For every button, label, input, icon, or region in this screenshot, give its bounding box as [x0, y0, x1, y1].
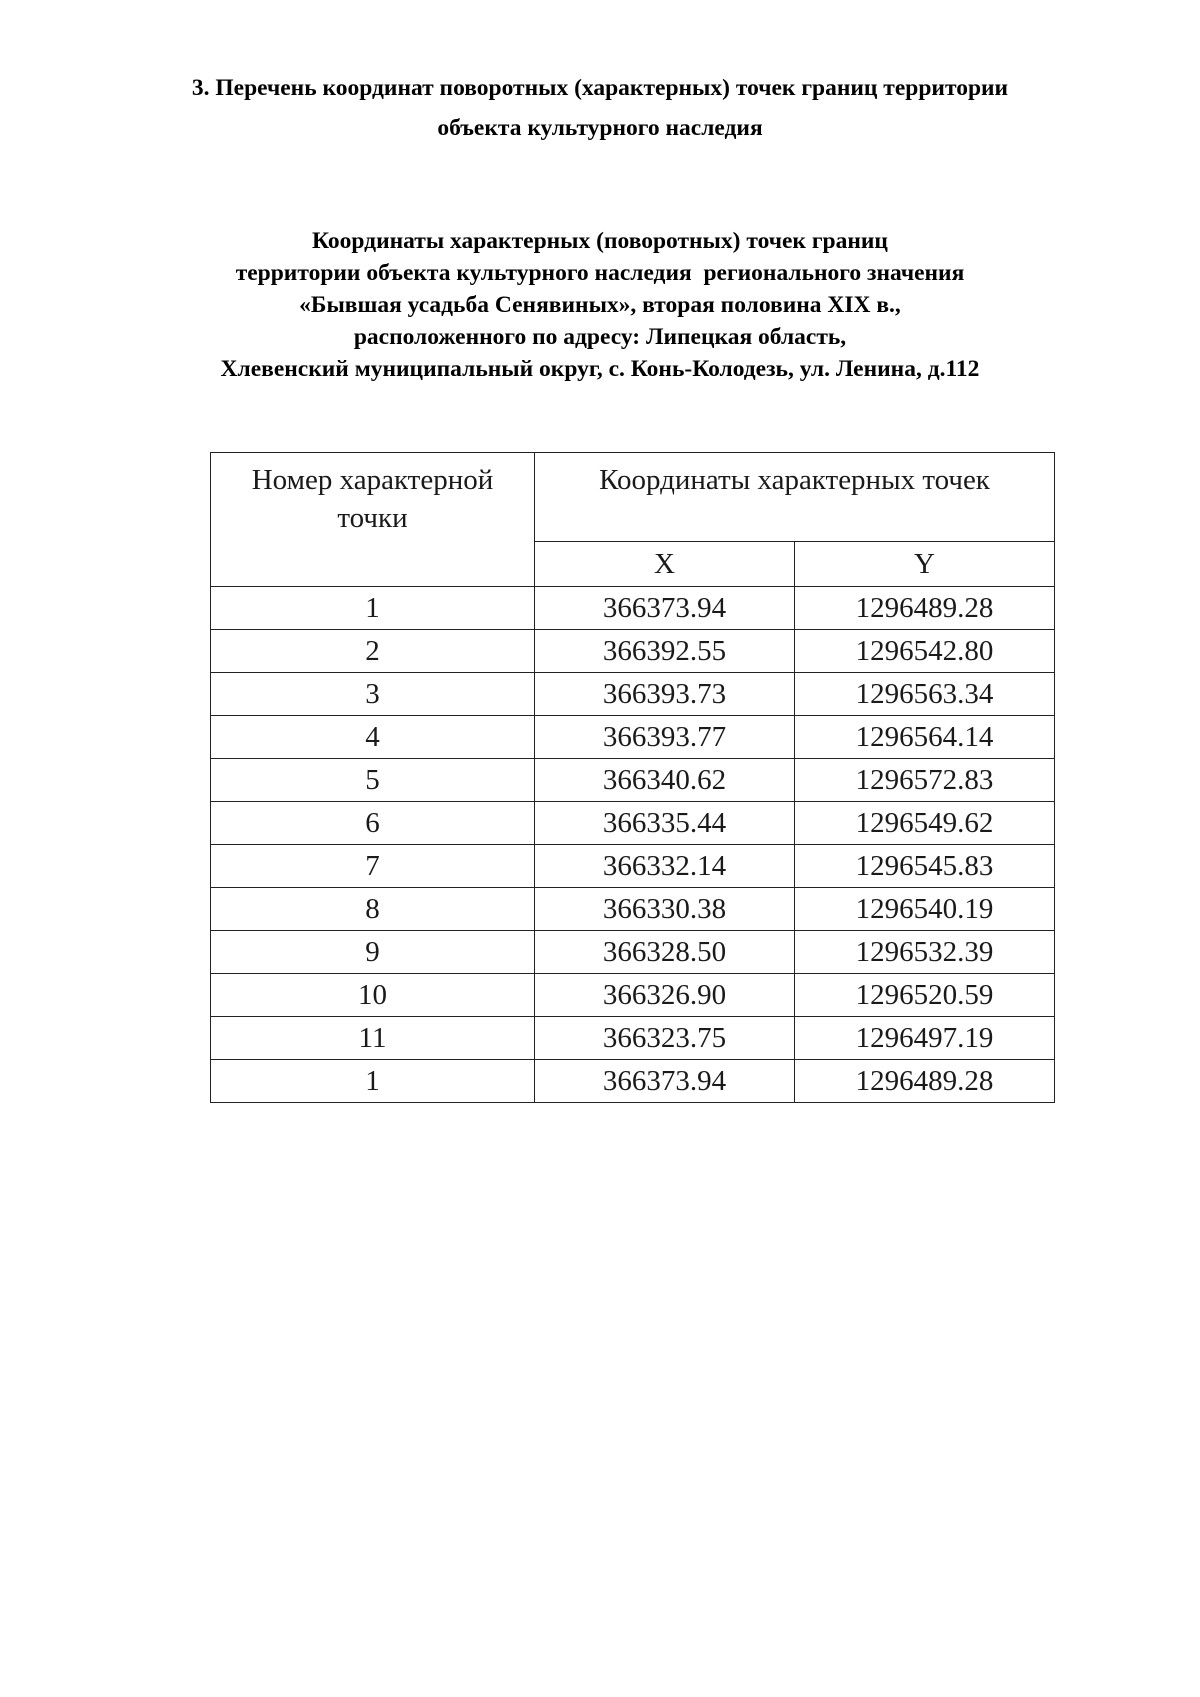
table-header — [211, 453, 1055, 587]
table-body — [211, 587, 1055, 1103]
table-row — [211, 845, 1055, 888]
table-caption-line-5: Хлевенский муниципальный округ, с. Конь-Колодезь, ул. Ленина, д.112 — [220, 356, 980, 382]
point-number-cell: 11 — [211, 1017, 535, 1060]
point-number-cell: 2 — [211, 630, 535, 673]
y-coordinate-cell: 1296540.19 — [795, 888, 1055, 931]
y-coordinate-cell: 1296542.80 — [795, 630, 1055, 673]
x-coordinate-cell: 366392.55 — [535, 630, 795, 673]
header-point-line-2: точки — [337, 502, 408, 534]
table-caption — [0, 225, 1200, 385]
point-number-cell: 1 — [211, 1060, 535, 1103]
point-number-cell: 8 — [211, 888, 535, 931]
point-number-cell: 9 — [211, 931, 535, 974]
y-coordinate-cell: 1296564.14 — [795, 716, 1055, 759]
table-row — [211, 759, 1055, 802]
x-coordinate-cell: 366332.14 — [535, 845, 795, 888]
table-row — [211, 1017, 1055, 1060]
point-number-cell: 7 — [211, 845, 535, 888]
point-number-cell: 1 — [211, 587, 535, 630]
point-number-cell: 4 — [211, 716, 535, 759]
point-number-cell: 5 — [211, 759, 535, 802]
y-coordinate-cell: 1296489.28 — [795, 587, 1055, 630]
table-row — [211, 630, 1055, 673]
table-row — [211, 716, 1055, 759]
y-coordinate-cell: 1296489.28 — [795, 1060, 1055, 1103]
x-coordinate-cell: 366328.50 — [535, 931, 795, 974]
table-row — [211, 974, 1055, 1017]
table-row — [211, 888, 1055, 931]
y-coordinate-cell: 1296545.83 — [795, 845, 1055, 888]
y-coordinate-cell: 1296549.62 — [795, 802, 1055, 845]
x-coordinate-cell: 366373.94 — [535, 587, 795, 630]
section-heading-line-2: объекта культурного наследия — [437, 115, 763, 141]
table-row — [211, 802, 1055, 845]
x-coordinate-cell: 366326.90 — [535, 974, 795, 1017]
x-coordinate-cell: 366335.44 — [535, 802, 795, 845]
header-y: Y — [795, 542, 1055, 587]
table-caption-line-2: территории объекта культурного наследия регионального значения — [235, 260, 965, 286]
table-row — [211, 1060, 1055, 1103]
header-coordinates: Координаты характерных точек — [535, 453, 1055, 542]
header-x: X — [535, 542, 795, 587]
x-coordinate-cell: 366323.75 — [535, 1017, 795, 1060]
point-number-cell: 6 — [211, 802, 535, 845]
table-row — [211, 931, 1055, 974]
table-row — [211, 673, 1055, 716]
table-caption-line-3: «Бывшая усадьба Сенявиных», вторая половина XIX в., — [299, 292, 901, 318]
section-heading-line-1: 3. Перечень координат поворотных (характерных) точек границ территории — [191, 75, 1009, 101]
section-heading — [0, 68, 1200, 148]
point-number-cell: 3 — [211, 673, 535, 716]
y-coordinate-cell: 1296497.19 — [795, 1017, 1055, 1060]
x-coordinate-cell: 366393.77 — [535, 716, 795, 759]
table-caption-line-1: Координаты характерных (поворотных) точек границ — [312, 228, 888, 254]
table-caption-line-4: расположенного по адресу: Липецкая область, — [353, 324, 847, 350]
x-coordinate-cell: 366340.62 — [535, 759, 795, 802]
table-row — [211, 587, 1055, 630]
y-coordinate-cell: 1296563.34 — [795, 673, 1055, 716]
point-number-cell: 10 — [211, 974, 535, 1017]
y-coordinate-cell: 1296572.83 — [795, 759, 1055, 802]
coordinates-table — [210, 452, 1055, 1103]
y-coordinate-cell: 1296520.59 — [795, 974, 1055, 1017]
header-point-line-1: Номер характерной — [251, 464, 494, 496]
x-coordinate-cell: 366373.94 — [535, 1060, 795, 1103]
x-coordinate-cell: 366393.73 — [535, 673, 795, 716]
x-coordinate-cell: 366330.38 — [535, 888, 795, 931]
y-coordinate-cell: 1296532.39 — [795, 931, 1055, 974]
header-point-number — [211, 453, 535, 587]
